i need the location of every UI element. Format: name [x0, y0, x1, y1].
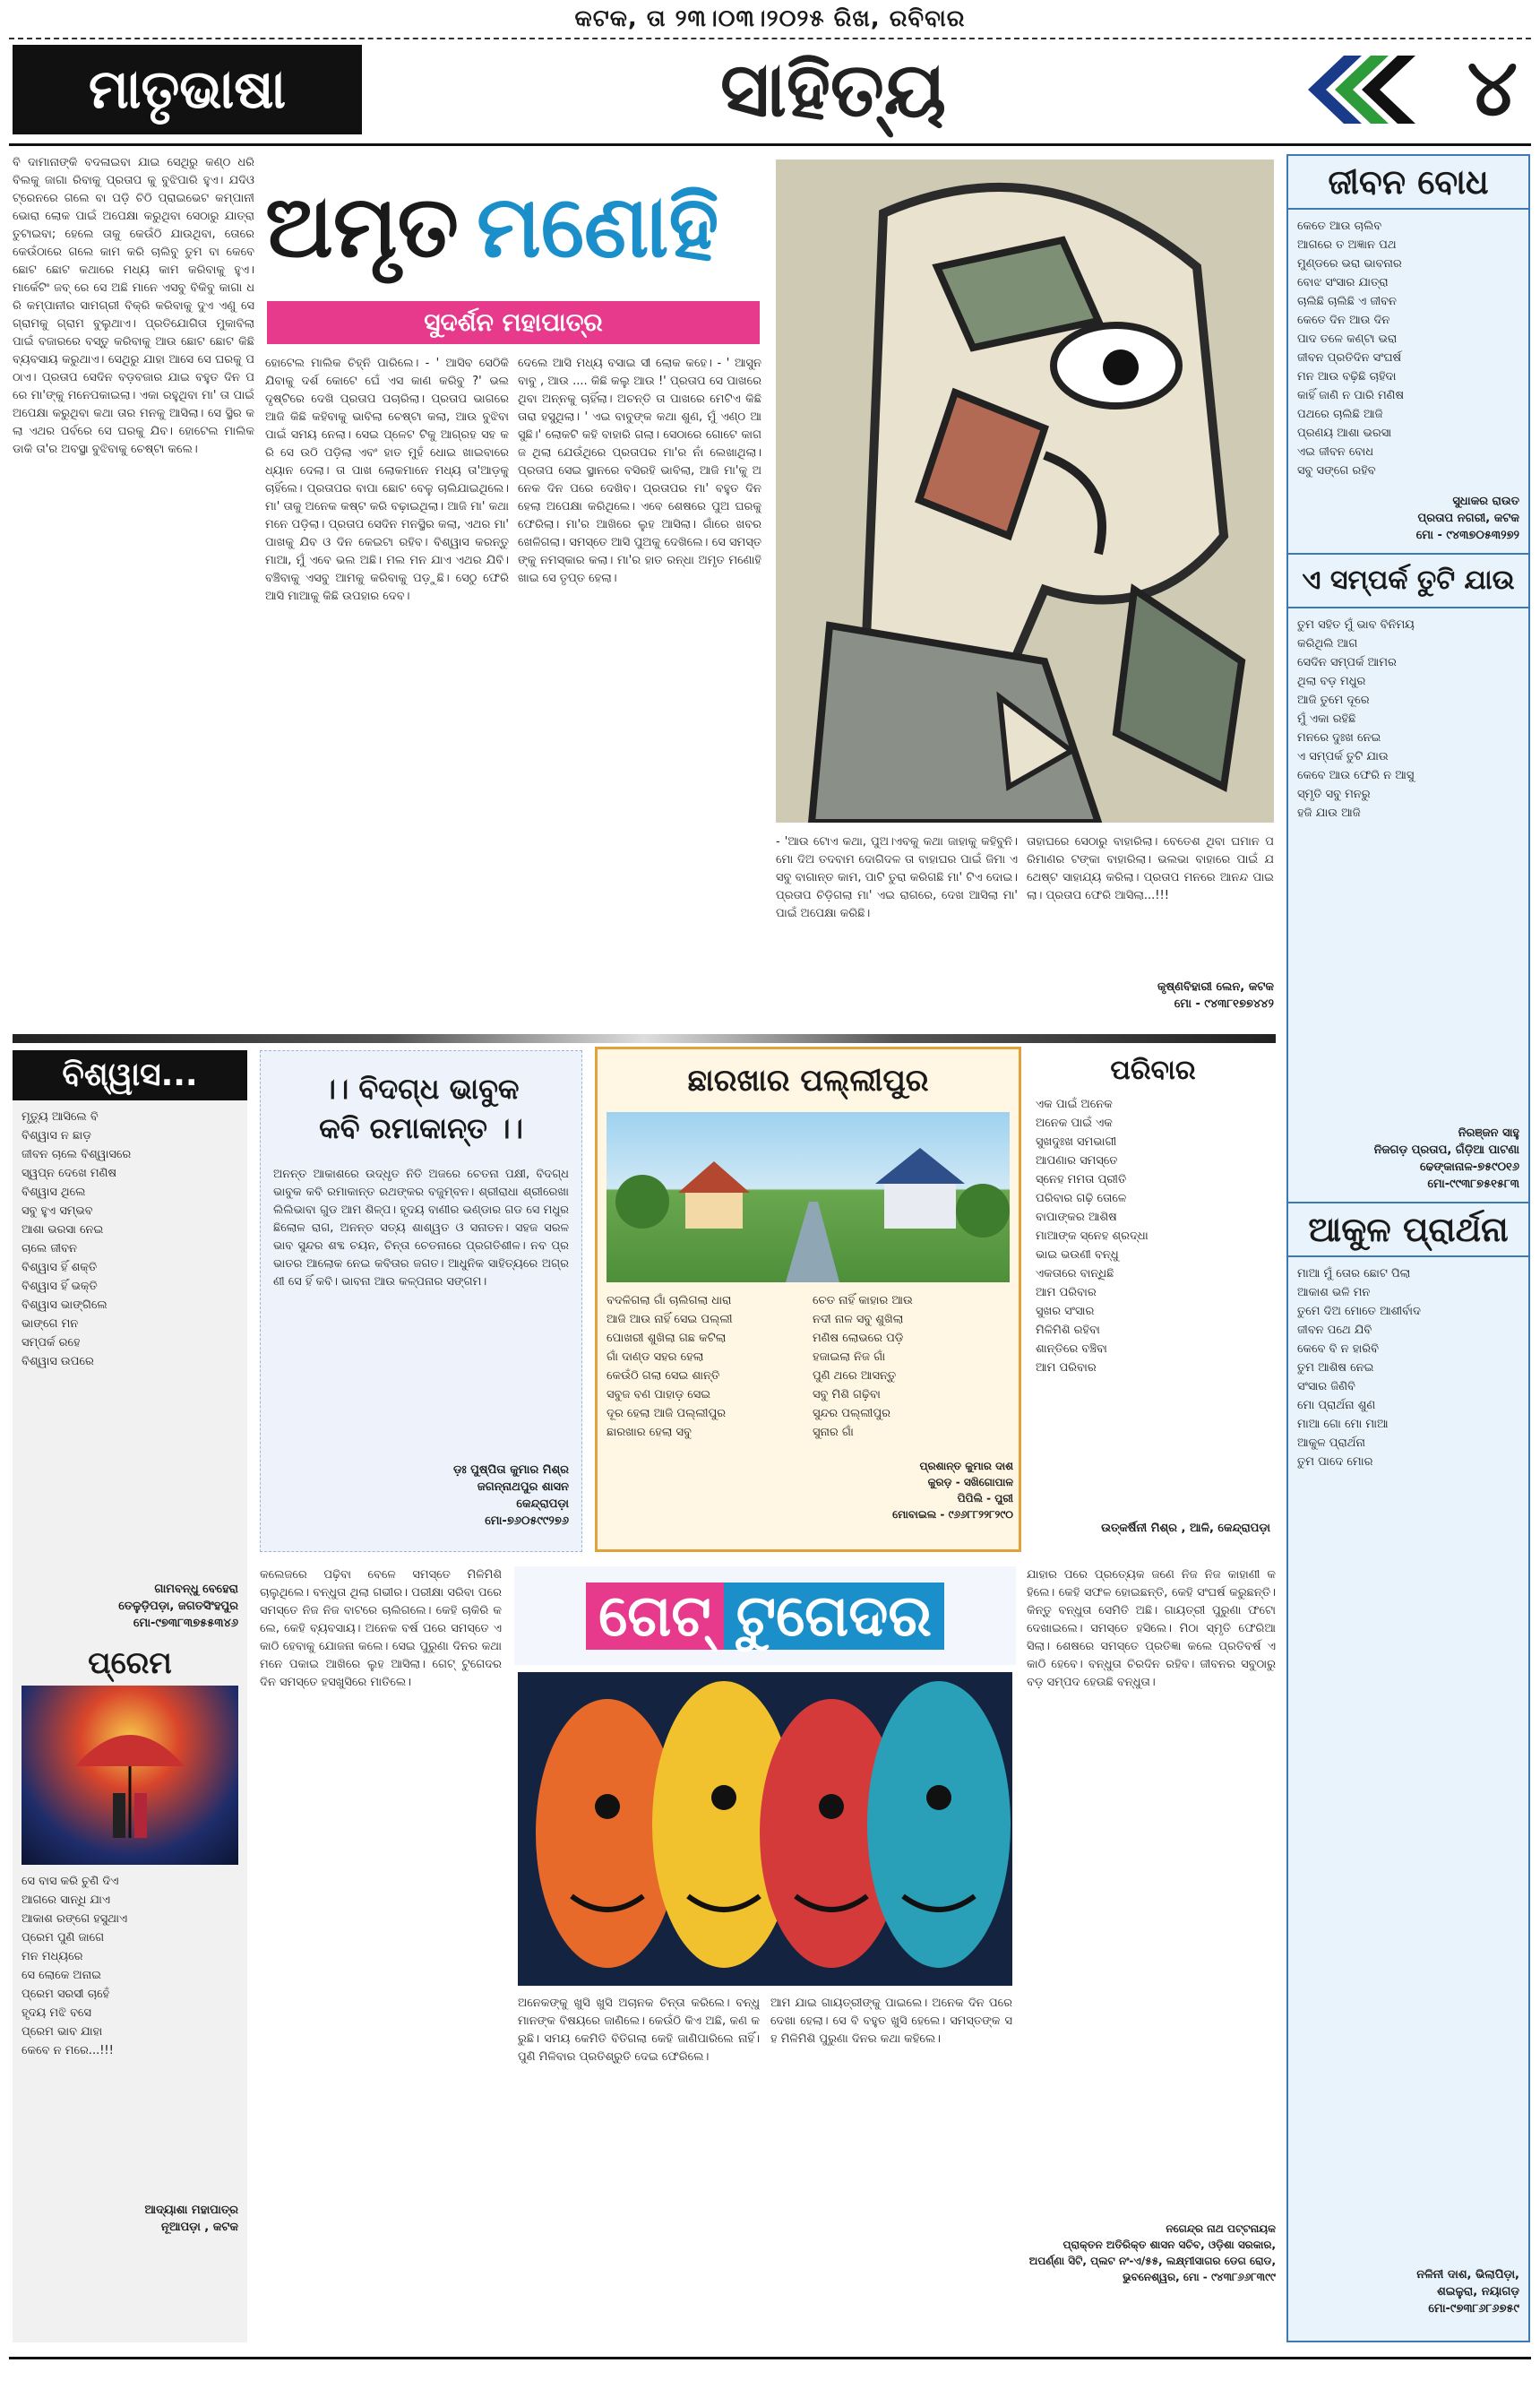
paribara-text: ଏକ ପାଇଁ ଅନେକ ଅନେକ ପାଇଁ ଏକ ସୁଖଦୁଃଖ ସମଭାଗୀ ଆପଣାର ସମସ୍ତେ ସ୍ନେହ ମମତା ପ୍ରୀତି ପରିବାର ଗଢ଼ି ତୋଳେ ବାପାଙ୍କର ଆଶିଷ ମାଆଙ୍କ ସ୍ନେହ ଶ୍ରଦ୍ଧା ଭାଇ ଭଉଣୀ ବନ୍ଧୁ ଏକତାରେ ବାନ୍ଧିଛି ଆମ ପରିବାର ସୁଖର ସଂସାର ମିଳିମିଶି ରହିବା ଶାନ୍ତିରେ ବଞ୍ଚିବା ଆମ ପରିବାର	[1036, 1098, 1149, 1375]
top-divider	[9, 38, 1531, 39]
section-title: ସାହିତ୍ୟ	[719, 45, 947, 134]
sidebar-p2-byline: ନିରଞ୍ଜନ ସାହୁ ନିଜଗଡ଼ ପ୍ରତାପ, ଗଁଡ଼ିଆ ପାଟଣା ଢେଙ୍କାନାଳ-୭୫୯୦୧୬ ମୋ-୯୯୩୮୭୫୧୫୮୩	[1373, 1126, 1519, 1191]
chharakhara-byline: ପ୍ରଶାନ୍ତ କୁମାର ଦାଶ କୁରଡ଼ - ସଖିଗୋପାଳ ପିପିଲି - ପୁରୀ ମୋବାଇଲ - ୯୬୬୮୮୨୨୮୨୯୦	[892, 1460, 1013, 1521]
chharakhara-text: ବଦଳିଗଲା ଗାଁ ଚାଲିଗଲା ଧାରା ଆଜି ଆଉ ନାହିଁ ସେଇ ପଲ୍ଲୀ ପୋଖରୀ ଶୁଖିଲା ଗଛ କଟିଲା ଗାଁ ଦାଣ୍ଡ ସହର ହେଲା କେଉଁଠି ଗଲା ସେଇ ଶାନ୍ତି ସବୁଜ ବଣ ପାହାଡ଼ ସେଇ ଦୂର ହେଲା ଆଜି ପଲ୍ଲୀପୁର ଛାରଖାର ହେଲା ସବୁ	[607, 1294, 733, 1439]
header-rule	[9, 143, 1531, 146]
story1-col1: ବି ଦାମାନାଙ୍କି ବଦଳାଇବା ଯାଇ ସେଥିରୁ କଣ୍ଠ ଧରି ବିଲକୁ ଜାଗା ରିବାକୁ ପ୍ରତାପ କୁ ବୁଝିପାରି ହୁଏ। ଯଦିଓ ଟ୍ରେନରେ ଗଲେ ବା ପଡ଼ି ଚିଠି ପ୍ରାଇଭେଟ କମ୍ପାନୀ ଭୋରା ଲୋକ ପାଇଁ ଅପେକ୍ଷା କରୁଥିବା ସେଠାରୁ ଯାତ୍ରା ତୁଟାଇବା; ହେଲେ ତାକୁ କେଉଁଠି ଯାଉଥିବା, ତୋରେ କେଉଁଠାରେ ଗଲେ କାମ କରି ଚାଲିବୁ ତୁମ ବା କେବେ ଛୋଟ ଛୋଟ କଥାରେ ମଧ୍ୟ କାମ କରିବାକୁ ହୁଏ। ମାର୍କେଟିଂ ଜବ୍ ରେ ସେ ଅଛି ମାନେ ଏସବୁ ବିକିବୁ କାଗା ଧରି କମ୍ପାନୀର ସାମଗ୍ରୀ ବିକ୍ରି କରିବାକୁ ଦୁଏ ଏଣୁ ସେ ଗ୍ରାମକୁ ଗ୍ରାମ ବୁଲୁଥାଏ। ପ୍ରତିଯୋଗିତା ମୁକାବିଲା ପାଇଁ ବଜାରରେ ବସ୍ତୁ କରିବାକୁ ଆଉ ଛୋଟ ଛୋଟ କିଛି ବ୍ୟବସାୟ କରୁଥାଏ। ସେଥିରୁ ଯାହା ଆସେ ସେ ଘରକୁ ପଠାଏ। ପ୍ରତାପ ସେଦିନ ବଡ଼ବଜାର ଯାଇ ବହୁତ ଦିନ ପରେ ମା'ଙ୍କୁ ମନେପକାଇଲା। ଏକା ରହୁଥିବା ମା' ତା ପାଇଁ ଅପେକ୍ଷା କରୁଥିବା କଥା ତାର ମନକୁ ଆସିଲା। ସେ ସ୍ଥିର କଲା ଏଥର ପର୍ବରେ ସେ ଘରକୁ ଯିବ। ହୋଟେଲ ମାଲିକ ଡାକି ତା'ର ଅବସ୍ଥା ବୁଝିବାକୁ ଚେଷ୍ଟା କଲେ।	[13, 156, 254, 456]
masthead: ମାତୃଭାଷା	[13, 45, 362, 134]
story2-col-left: କଲେଜରେ ପଢ଼ିବା ବେଳେ ସମସ୍ତେ ମିଳିମିଶି ଚାଲୁଥିଲେ। ବନ୍ଧୁତା ଥିଲା ଗଭୀର। ପରୀକ୍ଷା ସରିବା ପରେ ସମସ୍ତେ ନିଜ ନିଜ ବାଟରେ ଚାଲିଗଲେ। କେହି ଚାକିରି କଲେ, କେହି ବ୍ୟବସାୟ। ଅନେକ ବର୍ଷ ପରେ ସମସ୍ତେ ଏକାଠି ହେବାକୁ ଯୋଜନା କଲେ। ସେଇ ପୁରୁଣା ଦିନର କଥା ମନେ ପକାଇ ଆଖିରେ ଲୁହ ଆସିଲା। ଗେଟ୍ ଟୁଗେଦର ଦିନ ସମସ୍ତେ ହସଖୁସିରେ ମାତିଲେ।	[260, 1568, 502, 1689]
bidagdha-text: ଅନନ୍ତ ଆକାଶରେ ଉଦ୍ଧୃତ ନିତି ଅଜରେ ଚେତନା ପକ୍ଷୀ, ବିଦଗ୍ଧ ଭାବୁକ କବି ରମାକାନ୍ତ ରଥଙ୍କର ବଜୁମ୍ବନ। ଶ୍ରୀରାଧା ଶ୍ରୀରେଖା ଲିଲିଭାବା ଗୁଡ ଆମ ଶିଳ୍ପ। ହୃଦୟ ବାଣୀର ଭଣ୍ଡାର ଗଡ ସେ ମଧୁର ଛିଲୋଳ ରାଗ, ଅନନ୍ତ ସତ୍ୟ ଶାଶ୍ୱତ ଓ ସନାତନ। ସହଜ ସରଳ ଭାବ ସୁନ୍ଦର ଶବ୍ଦ ଚୟନ, ଚିନ୍ତା ଚେତନାରେ ପ୍ରଗତିଶୀଳ। ନବ ପ୍ରଭାତର ଆଲୋକ ନେଇ କବିତାର ଜଗତ। ଆଧୁନିକ ସାହିତ୍ୟରେ ଅଗ୍ରଣୀ ସେ ହିଁ କବି। ଭାବନା ଆଉ କଳ୍ପନାର ସଙ୍ଗମ।	[273, 1168, 569, 1289]
left-p2-illustration	[22, 1686, 238, 1865]
left-p2-byline: ଆଦ୍ୟାଶା ମହାପାତ୍ର ନୂଆପଡ଼ା , କଟକ	[144, 2204, 238, 2234]
left-p2-title: ପ୍ରେମ	[88, 1645, 172, 1681]
sidebar-p1-title: ଜୀବନ ବୋଧ	[1288, 156, 1528, 210]
chharakhara-title: ଛାରଖାର ପଲ୍ଲୀପୁର	[687, 1063, 929, 1099]
section-divider	[13, 1034, 1276, 1043]
sidebar-poems	[1286, 154, 1530, 2342]
village-road-icon	[607, 1112, 1010, 1282]
abstract-faces-icon	[518, 1672, 1012, 1986]
story2-title-part2: ଟୁଗେଦର	[724, 1583, 944, 1650]
chevron-logo-icon	[1290, 45, 1424, 134]
story1-col5: ତାହାଘରେ ସେଠାରୁ ବାହାରିଲା। ବେତେଶ ଥିବା ଘମାନ ପରିମାଣର ଟଙ୍କା ବାହାରିଲା। ଭଲଭା ବାହାରେ ପାଇଁ ଯଥେଷ୍ଟ ସାହାଯ୍ୟ କରିଲା। ପ୍ରତାପ ମନରେ ଆନନ୍ଦ ପାଇଲା। ପ୍ରତାପ ଫେରି ଆସିଲା...!!!	[1027, 835, 1274, 902]
story1-author: ସୁଦର୍ଶନ ମହାପାତ୍ର	[267, 301, 760, 344]
story2-col-mid: ଅନେକଙ୍କୁ ଖୁସି ଖୁସି ଅଚାନକ ଚିନ୍ତା କରିଲେ। ବନ୍ଧୁ ମାନଙ୍କ ବିଷୟରେ ଜାଣିଲେ। କେଉଁଠି କିଏ ଅଛି, କଣ କରୁଛି। ସମୟ କେମିତି ବିତିଗଲା କେହି ଜାଣିପାରିଲେ ନାହିଁ। ପୁଣି ମିଳିବାର ପ୍ରତିଶ୍ରୁତି ଦେଇ ଫେରିଲେ।	[518, 1997, 760, 2064]
paribara-title: ପରିବାର	[1110, 1055, 1196, 1086]
left-column-poems	[13, 1050, 247, 2342]
story1-illustration	[776, 160, 1274, 823]
story1-col2: ହୋଟେଲ ମାଲିକ ଚିହ୍ନି ପାରିଲେ। - ' ଆସିବ ସେଠିକି ଯିବାକୁ ଦର୍ଶ କୋଟେ ଘେଁ ଏସ କାଣ କରିବୁ ?' ଭଲ ଦୃଷ୍ଟିରେ ଦେଖି ପ୍ରତାପ ପଚାରିଲା। ପ୍ରତାପ ଭାଗରେ ଆଜି କିଛି କହିବାକୁ ଭାବିଲା ଚେଷ୍ଟା କଲା, ଆଉ ବୁଝିବା ପାଇଁ ସମୟ ନେଲା। ସେଇ ପ୍ଳେଟ ଟିକୁ ଆଗ୍ରହ ସହ କରି ସେ ଉଠି ପଡ଼ିଲା ଏବଂ ହାତ ମୁହଁ ଧୋଇ ଖାଇବାରେ ଧ୍ୟାନ ଦେଲା। ତା ପାଖ ଲୋକମାନେ ମଧ୍ୟ ତା'ଆଡ଼କୁ ଚାହିଁଲେ। ପ୍ରତାପର ବାପା ଛୋଟ ବେଳୁ ଚାଲିଯାଇଥିଲେ। ମା' ତାକୁ ଅନେକ କଷ୍ଟ କରି ବଢ଼ାଇଥିଲା। ଆଜି ମା' କଥା ମନେ ପଡ଼ିଲା। ପ୍ରତାପ ସେଦିନ ମନସ୍ଥିର କଲା, ଏଥର ମା' ପାଖକୁ ଯିବ ଓ ଦିନ କେଇଟା ରହିବ। ବିଶ୍ୱାସ କରନ୍ତୁ ମାଆ, ମୁଁ ଏବେ ଭଲ ଅଛି। ମଲ ମନ ଯାଏ ଏଥର ଯିବି। ବଞ୍ଚିବାକୁ ଏସବୁ ଆମକୁ କରିବାକୁ ପଡ଼ୁଛି। ସେଠୁ ଫେରି ଆସି ମାଆକୁ କିଛି ଉପହାର ଦେବ।	[265, 357, 509, 603]
story1-title	[265, 160, 767, 294]
page-number: ୪	[1467, 41, 1518, 134]
sidebar-p3-text: ମାଆ ମୁଁ ତୋର ଛୋଟ ପିଲା ଆକାଶ ଭଳି ମନ ତୁମେ ଦିଅ ମୋତେ ଆଶୀର୍ବାଦ ଜୀବନ ପଥେ ଯିବି କେବେ ବି ନ ହାରିବି ତୁମ ଆଶିଷ ନେଇ ସଂସାର ଜିଣିବି ମୋ ପ୍ରାର୍ଥନା ଶୁଣ ମାଆ ଗୋ ମୋ ମାଆ ଆକୁଳ ପ୍ରାର୍ଥନା ତୁମ ପାଦେ ମୋର	[1297, 1267, 1421, 1469]
story1-col4: - 'ଆଉ ଟୋଏ କଥା, ପୁଅ।ଏବକୁ କଥା ଜାହାକୁ କହିବୁନି। ମୋ ଦିଅ ତଦବାମ ଦୋଗିଦଳ ତା ବାହାଘର ପାଇଁ ଜିମା ଏ ସବୁ ବାଗାନ୍ତ କାମ, ପାଟି ତୁରା କରିଗଛି ମା' ଟିଏ ଦୋଇ। ପ୍ରତାପ ଚିଡ଼ିଗଲା ମା' ଏଇ ରାଗରେ, ଦେଖ ଆସିଲା ମା' ପାଇଁ ଅପେକ୍ଷା କରିଛି।	[776, 835, 1018, 920]
story2-col-mid2: ଆମ ଯାଇ ଗାୟତ୍ରୀଙ୍କୁ ପାଇଲେ। ଅନେକ ଦିନ ପରେ ଦେଖା ହେଲା। ସେ ବି ବହୁତ ଖୁସି ହେଲେ। ସମସ୍ତଙ୍କ ସହ ମିଳିମିଶି ପୁରୁଣା ଦିନର କଥା କହିଲେ।	[770, 1997, 1012, 2046]
chharakhara-box	[595, 1047, 1021, 1552]
story2-col-right: ଯାହାର ପରେ ପ୍ରତ୍ୟେକ ଜଣେ ନିଜ ନିଜ କାହାଣୀ କହିଲେ। କେହି ସଫଳ ହୋଇଛନ୍ତି, କେହି ସଂଘର୍ଷ କରୁଛନ୍ତି। କିନ୍ତୁ ବନ୍ଧୁତା ସେମିତି ଅଛି। ଗାୟତ୍ରୀ ପୁରୁଣା ଫଟୋ ଦେଖାଇଲେ। ସମସ୍ତେ ହସିଲେ। ମିଠା ସ୍ମୃତି ଫେରିଆସିଲା। ଶେଷରେ ସମସ୍ତେ ପ୍ରତିଜ୍ଞା କଲେ ପ୍ରତିବର୍ଷ ଏକାଠି ହେବେ। ବନ୍ଧୁତା ଚିରଦିନ ରହିବ। ଜୀବନର ସବୁଠାରୁ ବଡ଼ ସମ୍ପଦ ହେଉଛି ବନ୍ଧୁତା।	[1027, 1568, 1276, 1689]
bidagdha-box	[260, 1050, 582, 1552]
footer-rule	[9, 2357, 1531, 2359]
left-p2-text: ସେ ବାସ କରି ଚୁଣି ଦିଏ ଆଗରେ ସାନ୍ଧି ଯାଏ ଆକାଶ ରଙ୍ଗେ ହସୁଥାଏ ପ୍ରେମ ପୁଣି ଜାଗେ ମନ ମଧ୍ୟରେ ସେ ଲୋକେ ଅନାଇ ପ୍ରେମ ସରସୀ ଚାହେଁ ହୃଦୟ ମଝି ବସେ ପ୍ରେମ ଭାବ ଯାହା କେବେ ନ ମରେ...!!!	[22, 1875, 128, 2057]
story1-byline: କୃଷ୍ଣବିହାରୀ ଲେନ, କଟକ ମୋ - ୯୪୩୮୧୭୭୪୪୨	[1157, 980, 1274, 1011]
story1-col3: ଦେଲେ ଆସି ମଧ୍ୟ ବସାଇ ସୀ ଲୋକ କହେ। - ' ଆସୁନ ବାବୁ , ଆଉ .... କିଛି କଲୁ ଆଉ !' ପ୍ରତାପ ସେ ପାଖରେ ଥିବା ଅନ୍ନକୁ ଚାହିଁଲା। ଅଚନ୍ତି ତା ପାଖରେ ମେଟିଏ କିଛି ତାରା ହସୁଥିଲା। ' ଏଇ ବାବୁଙ୍କ କଥା ଶୁଣ, ମୁଁ ଏଣ୍ଠ ଆସୁଛି।' ଲୋକଟି କହି ବାହାରି ଗଲା। ସେଠାରେ ଗୋଟେ କାଗଜ ଥିଲା ଯେଉଁଥିରେ ପ୍ରତାପର ମା'ର ନାଁ ଲେଖାଥିଲା। ପ୍ରତାପ ସେଇ ସ୍ଥାନରେ ବସିରହି ଭାବିଲା, ଆଜି ମା'କୁ ଅନେକ ଦିନ ପରେ ଦେଖିବ। ପ୍ରତାପର ମା' ବହୁତ ଦିନ ହେଲା ଅପେକ୍ଷା କରିଥିଲେ। ଏବେ ଶେଷରେ ପୁଅ ଘରକୁ ଫେରିଲା। ମା'ର ଆଖିରେ ଲୁହ ଆସିଲା। ଗାଁରେ ଖବର ଖେଳିଗଲା। ସମସ୍ତେ ଆସି ପୁଅକୁ ଦେଖିଲେ। ସେ ସମସ୍ତଙ୍କୁ ନମସ୍କାର କଲା। ମା'ର ହାତ ରନ୍ଧା ଅମୃତ ମଣୋହି ଖାଇ ସେ ତୃପ୍ତ ହେଲା।	[518, 357, 761, 585]
story2-byline: ନଗେନ୍ଦ୍ର ନାଥ ପଟ୍ଟନାୟକ ପ୍ରାକ୍ତନ ଅତିରିକ୍ତ ଶାସନ ସଚିବ, ଓଡ଼ିଶା ସରକାର, ଅପର୍ଣ୍ଣା ସିଟି, ପ୍ଲଟ ନଂ-ଏ/୫୫, ଲକ୍ଷ୍ମୀସାଗର ଡେଗ ରୋଡ, ଭୁବନେଶ୍ୱର, ମୋ - ୯୪୩୮୬୬୮୩୯୯	[1028, 2222, 1276, 2283]
bidagdha-title: ।। ବିଦଗ୍ଧ ଭାବୁକ କବି ରମାକାନ୍ତ ।।	[319, 1072, 523, 1145]
village-illustration	[607, 1112, 1010, 1282]
left-p1-text: ମୃତ୍ୟୁ ଆସିଲେ ବି ବିଶ୍ୱାସ ନ ଛାଡ଼ ଜୀବନ ଚାଲେ ବିଶ୍ୱାସରେ ସ୍ୱପ୍ନ ଦେଖେ ମଣିଷ ବିଶ୍ୱାସ ଥିଲେ ସବୁ ହୁଏ ସମ୍ଭବ ଆଶା ଭରସା ନେଇ ଚାଲେ ଜୀବନ ବିଶ୍ୱାସ ହିଁ ଶକ୍ତି ବିଶ୍ୱାସ ହିଁ ଭକ୍ତି ବିଶ୍ୱାସ ଭାଙ୍ଗିଲେ ଭାଙ୍ଗେ ମନ ସମ୍ପର୍କ ରହେ ବିଶ୍ୱାସ ଉପରେ	[22, 1110, 132, 1368]
story1-title-part1: ଅମୃତ	[265, 176, 459, 277]
left-p1-title: ବିଶ୍ୱାସ...	[13, 1050, 247, 1100]
story2-title-part1: ଗେଟ୍	[586, 1583, 724, 1650]
chharakhara-text-2: ଚେତ ନାହିଁ କାହାର ଆଉ ନଦୀ ନାଳ ସବୁ ଶୁଖିଲା ମଣିଷ ଲୋଭରେ ପଡ଼ି ହଜାଇଲା ନିଜ ଗାଁ ପୁଣି ଥରେ ଆସନ୍ତୁ ସବୁ ମିଶି ଗଢ଼ିବା ସୁନ୍ଦର ପଲ୍ଲୀପୁର ସୁନାର ଗାଁ	[813, 1294, 913, 1439]
sidebar-p3-title: ଆକୁଳ ପ୍ରାର୍ଥନା	[1288, 1202, 1528, 1257]
story2-illustration	[518, 1672, 1012, 1986]
sidebar-p1-text: କେତେ ଆଉ ଚାଲିବ ଆଗରେ ତ ଅଜ୍ଞାନ ପଥ ମୁଣ୍ଡରେ ଭରା ଭାବନାର ବୋଝ ସଂସାର ଯାତ୍ରା ଚାଲିଛି ଚାଲିଛି ଏ ଜୀବନ କେତେ ଦିନ ଆଉ ଦିନ ପାଦ ତଳେ କଣ୍ଟା ଭରା ଜୀବନ ପ୍ରତିଦିନ ସଂଘର୍ଷ ମନ ଆଉ ବଢ଼ିଛି ଚାହିଦା କାହିଁ ଜାଣି ନ ପାରି ମଣିଷ ପଥରେ ଚାଲିଛି ଆଜି ପ୍ରଣୟ ଆଶା ଭରସା ଏଇ ଜୀବନ ବୋଧ ସବୁ ସଙ୍ଗେ ରହିବ	[1297, 220, 1405, 478]
paribara-box	[1030, 1050, 1276, 1552]
page-number-block	[1290, 41, 1532, 134]
paribara-byline: ଉତ୍କର୍ଷିନୀ ମିଶ୍ର , ଆଳି, କେନ୍ଦ୍ରାପଡ଼ା	[1101, 1522, 1270, 1535]
sidebar-p1-byline: ସୁଧାକର ରାଉତ ପ୍ରତାପ ନଗରୀ, କଟକ ମୋ - ୯୪୩୭୦୫୩୨୭୨	[1415, 495, 1519, 542]
sidebar-p2-title: ଏ ସମ୍ପର୍କ ତୁଟି ଯାଉ	[1288, 553, 1528, 608]
couple-umbrella-icon	[22, 1686, 238, 1865]
sidebar-p3-byline: ନଳିନୀ ଦାଶ, ଭିଲାପିଡ଼ା, ଶଇଳୁରା, ନୟାଗଡ଼ ମୋ-୯୭୩୮୬୮୬୭୫୯	[1416, 2268, 1519, 2316]
sidebar-p2-text: ତୁମ ସହିତ ମୁଁ ଭାବ ବିନିମୟ କରିଥିଲି ଆଗ ସେଦିନ ସମ୍ପର୍କ ଆମର ଥିଲା ବଡ଼ ମଧୁର ଆଜି ତୁମେ ଦୂରେ ମୁଁ ଏକା ରହିଛି ମନରେ ଦୁଃଖ ନେଇ ଏ ସମ୍ପର୍କ ତୁଟି ଯାଉ କେବେ ଆଉ ଫେରି ନ ଆସୁ ସ୍ମୃତି ସବୁ ମନରୁ ହଜି ଯାଉ ଆଜି	[1297, 618, 1415, 820]
story1-title-part2: ମଣୋହି	[477, 176, 719, 277]
cubist-face-icon	[776, 160, 1274, 823]
bidagdha-byline: ଡ଼ଃ ପୁଷ୍ପିତା କୁମାର ମିଶ୍ର ଜଗନ୍ନାଥପୁର ଶାସନ କେନ୍ଦ୍ରାପଡ଼ା ମୋ-୭୬୦୫୯୯୨୭୬	[452, 1463, 569, 1528]
left-p1-byline: ଗାମବନ୍ଧୁ ବେହେରା ତେଳୁଡ଼ିପଡ଼ା, ଜଗତସିଂହପୁର ମୋ-୯୭୩୮୩୭୫୫୩୪୬	[118, 1583, 238, 1630]
dateline: କଟକ, ତା ୨୩।୦୩।୨୦୨୫ ରିଖ, ରବିବାର	[574, 5, 966, 32]
story2-title	[514, 1566, 1016, 1665]
